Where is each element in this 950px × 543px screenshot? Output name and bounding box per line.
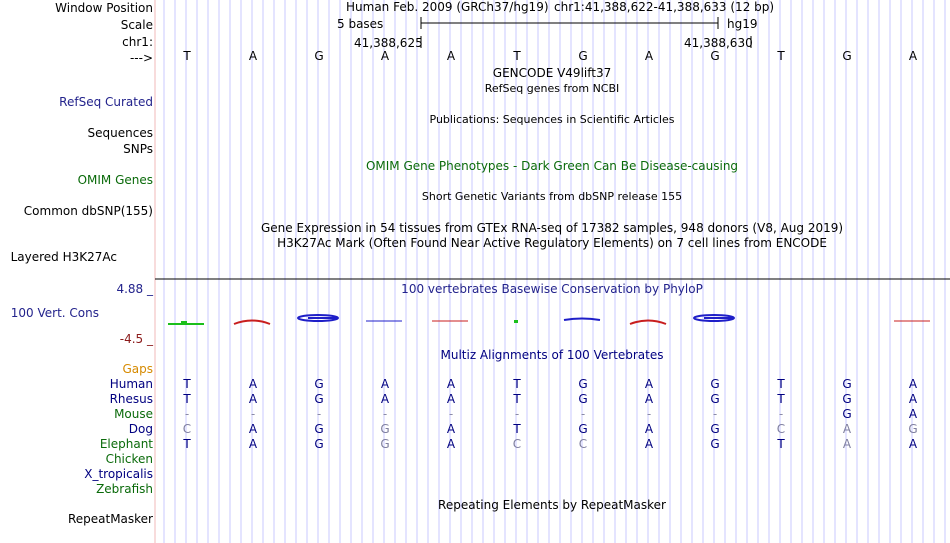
alignment-base: G	[578, 422, 588, 436]
cons-max-label: 4.88 _	[116, 282, 153, 296]
phylop-mark	[514, 320, 518, 323]
track-label-h3k27ac[interactable]: Layered H3K27Ac	[10, 250, 117, 264]
track-desc-multiz: Multiz Alignments of 100 Vertebrates	[440, 348, 664, 362]
track-desc-refseq: RefSeq genes from NCBI	[484, 82, 620, 95]
track-desc-omim: OMIM Gene Phenotypes - Dark Green Can Be Disease-causing	[365, 159, 739, 173]
alignment-base: A	[644, 377, 654, 391]
alignment-base: T	[513, 377, 521, 391]
alignment-base: -	[382, 407, 388, 421]
label-strand[interactable]: --->	[129, 51, 153, 65]
track-desc-dbsnp: Short Genetic Variants from dbSNP release 155	[421, 190, 683, 203]
track-desc-repeatmasker: Repeating Elements by RepeatMasker	[438, 498, 666, 512]
alignment-base: A	[908, 407, 918, 421]
alignment-base: C	[512, 437, 522, 451]
cons-min-label: -4.5 _	[119, 332, 153, 346]
sequence-base: A	[380, 49, 390, 63]
alignment-base: T	[777, 392, 785, 406]
sequence-base: G	[842, 49, 852, 63]
track-desc-phylop: 100 vertebrates Basewise Conservation by PhyloP	[401, 282, 703, 296]
alignment-base: -	[712, 407, 718, 421]
track-label-omim[interactable]: OMIM Genes	[77, 173, 153, 187]
track-label-refseq[interactable]: RefSeq Curated	[59, 95, 153, 109]
track-desc-gtex: Gene Expression in 54 tissues from GTEx RNA-seq of 17382 samples, 948 donors (V8, Aug 2019)	[260, 221, 844, 235]
assembly-name: Human Feb. 2009 (GRCh37/hg19)	[346, 0, 549, 14]
alignment-base: G	[380, 422, 390, 436]
alignment-base: A	[248, 392, 258, 406]
alignment-base: A	[380, 377, 390, 391]
alignment-base: A	[644, 392, 654, 406]
species-label[interactable]: X_tropicalis	[84, 467, 153, 481]
alignment-base: A	[446, 437, 456, 451]
alignment-base: G	[314, 377, 324, 391]
track-label-dbsnp[interactable]: Common dbSNP(155)	[23, 204, 153, 218]
alignment-base: T	[183, 437, 191, 451]
sequence-base: G	[314, 49, 324, 63]
alignment-base: A	[842, 437, 852, 451]
alignment-base: T	[777, 437, 785, 451]
species-label[interactable]: Mouse	[114, 407, 153, 421]
alignment-base: A	[446, 377, 456, 391]
species-label[interactable]: Rhesus	[109, 392, 153, 406]
species-label[interactable]: Dog	[128, 422, 153, 436]
track-label-sequences[interactable]: Sequences	[87, 126, 153, 140]
alignment-base: -	[778, 407, 784, 421]
alignment-base: G	[314, 437, 324, 451]
position-range: chr1:41,388,622-41,388,633 (12 bp)	[554, 0, 775, 14]
alignment-base: T	[777, 377, 785, 391]
species-label[interactable]: Zebrafish	[96, 482, 153, 496]
alignment-base: -	[646, 407, 652, 421]
alignment-base: G	[842, 392, 852, 406]
sequence-base: A	[908, 49, 918, 63]
track-desc-h3k27ac: H3K27Ac Mark (Often Found Near Active Regulatory Elements) on 7 cell lines from ENCODE	[277, 236, 827, 250]
label-window-position: Window Position	[55, 1, 153, 15]
alignment-base: G	[314, 392, 324, 406]
label-scale: Scale	[120, 18, 153, 32]
alignment-base: A	[908, 437, 918, 451]
species-label[interactable]: Human	[109, 377, 153, 391]
alignment-base: C	[182, 422, 192, 436]
alignment-base: A	[644, 422, 654, 436]
track-label-gaps[interactable]: Gaps	[122, 362, 153, 376]
alignment-base: A	[446, 422, 456, 436]
alignment-base: C	[776, 422, 786, 436]
alignment-base: A	[908, 377, 918, 391]
alignment-base: T	[183, 392, 191, 406]
alignment-base: A	[644, 437, 654, 451]
alignment-base: -	[184, 407, 190, 421]
scale-db: hg19	[727, 17, 758, 31]
track-label-snps[interactable]: SNPs	[123, 142, 153, 156]
alignment-base: G	[842, 377, 852, 391]
species-label[interactable]: Chicken	[105, 452, 153, 466]
alignment-base: T	[513, 392, 521, 406]
track-label-cons[interactable]: 100 Vert. Cons	[10, 306, 99, 320]
species-label[interactable]: Elephant	[99, 437, 153, 451]
alignment-base: A	[248, 377, 258, 391]
alignment-base: -	[316, 407, 322, 421]
alignment-base: A	[842, 422, 852, 436]
alignment-base: -	[250, 407, 256, 421]
alignment-base: A	[380, 392, 390, 406]
alignment-base: G	[710, 392, 720, 406]
sequence-base: G	[578, 49, 588, 63]
coord-label-1: 41,388,625	[354, 36, 423, 50]
coord-label-2: 41,388,630	[684, 36, 753, 50]
alignment-base: -	[514, 407, 520, 421]
track-title-gencode[interactable]: GENCODE V49lift37	[492, 66, 612, 80]
alignment-base: G	[314, 422, 324, 436]
sequence-base: A	[644, 49, 654, 63]
track-desc-publications: Publications: Sequences in Scientific Articles	[429, 113, 675, 126]
alignment-base: G	[710, 377, 720, 391]
sequence-base: G	[710, 49, 720, 63]
alignment-base: G	[908, 422, 918, 436]
alignment-base: G	[578, 392, 588, 406]
alignment-base: G	[380, 437, 390, 451]
sequence-base: T	[183, 49, 191, 63]
alignment-base: -	[580, 407, 586, 421]
alignment-base: G	[710, 437, 720, 451]
sequence-base: A	[248, 49, 258, 63]
alignment-base: G	[710, 422, 720, 436]
alignment-base: G	[842, 407, 852, 421]
alignment-base: A	[446, 392, 456, 406]
sequence-base: T	[777, 49, 785, 63]
sequence-base: A	[446, 49, 456, 63]
track-label-repeatmasker[interactable]: RepeatMasker	[67, 512, 153, 526]
alignment-base: T	[183, 377, 191, 391]
alignment-base: A	[248, 422, 258, 436]
alignment-base: G	[578, 377, 588, 391]
label-chr: chr1:	[122, 35, 153, 49]
alignment-base: -	[448, 407, 454, 421]
phylop-mark	[181, 321, 187, 325]
alignment-base: T	[513, 422, 521, 436]
alignment-base: A	[248, 437, 258, 451]
alignment-base: C	[578, 437, 588, 451]
scale-text: 5 bases	[337, 17, 384, 31]
sequence-base: T	[513, 49, 521, 63]
alignment-base: A	[908, 392, 918, 406]
